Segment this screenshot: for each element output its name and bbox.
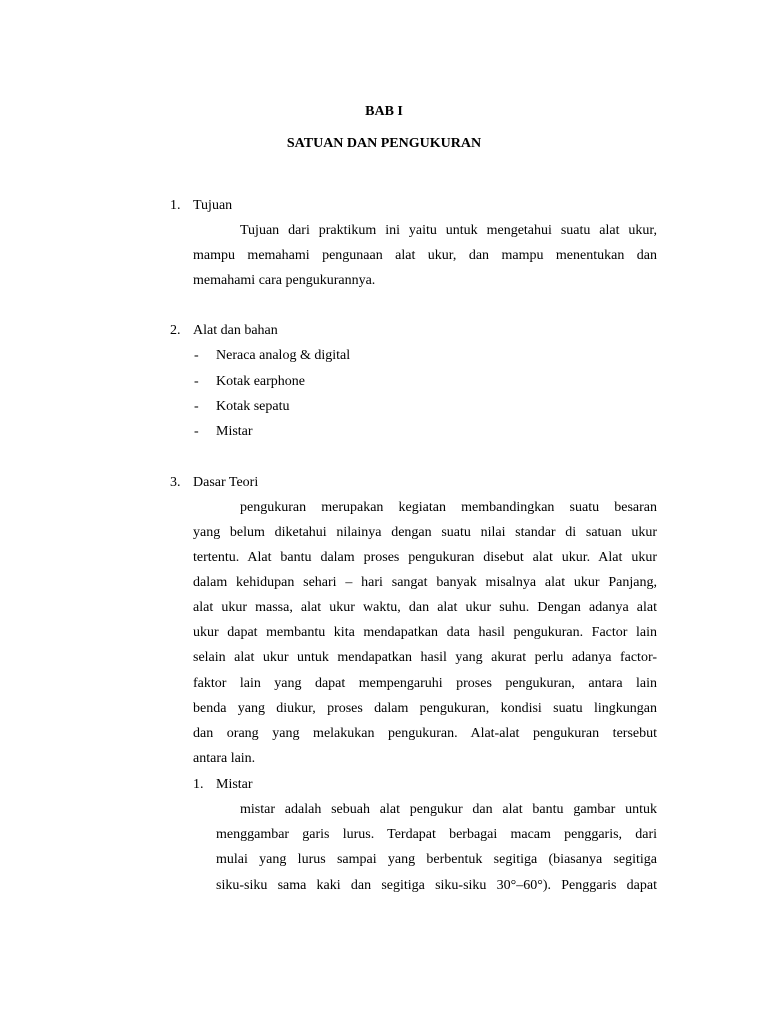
subsection-1-paragraph-line: siku-siku sama kaki dan segitiga siku-siku 30°–60°). Penggaris dapat bbox=[216, 878, 657, 893]
list-bullet: - bbox=[194, 424, 199, 439]
section-3-paragraph-line: tertentu. Alat bantu dalam proses pengukuran disebut alat ukur. Alat ukur bbox=[193, 550, 657, 565]
list-item: Mistar bbox=[216, 424, 253, 439]
subsection-1-paragraph-line: mulai yang lurus sampai yang berbentuk segitiga (biasanya segitiga bbox=[216, 852, 657, 867]
section-3-paragraph-line: antara lain. bbox=[193, 751, 256, 766]
section-3-paragraph-line: yang belum diketahui nilainya dengan suatu nilai standar di satuan ukur bbox=[193, 525, 657, 540]
list-bullet: - bbox=[194, 399, 199, 414]
subsection-1-paragraph-line: menggambar garis lurus. Terdapat berbagai macam penggaris, dari bbox=[216, 827, 657, 842]
section-3-paragraph-line: ukur dapat membantu kita mendapatkan data hasil pengukuran. Factor lain bbox=[193, 625, 657, 640]
section-1-paragraph-line: memahami cara pengukurannya. bbox=[193, 273, 376, 288]
section-1-paragraph-line: Tujuan dari praktikum ini yaitu untuk mengetahui suatu alat ukur, bbox=[240, 223, 657, 238]
section-3-paragraph-line: dan orang yang melakukan pengukuran. Alat-alat pengukuran tersebut bbox=[193, 726, 657, 741]
section-3-paragraph-line: selain alat ukur untuk mendapatkan hasil yang akurat perlu adanya factor- bbox=[193, 650, 657, 665]
subsection-1-heading: Mistar bbox=[216, 777, 253, 792]
section-1-number: 1. bbox=[170, 198, 181, 213]
section-2-heading: Alat dan bahan bbox=[193, 323, 278, 338]
chapter-title: SATUAN DAN PENGUKURAN bbox=[286, 136, 482, 151]
section-3-paragraph-line: pengukuran merupakan kegiatan membandingkan suatu besaran bbox=[240, 500, 657, 515]
chapter-label: BAB I bbox=[365, 104, 403, 119]
section-3-heading: Dasar Teori bbox=[193, 475, 259, 490]
subsection-1-number: 1. bbox=[193, 777, 204, 792]
list-item: Neraca analog & digital bbox=[216, 348, 351, 363]
section-3-number: 3. bbox=[170, 475, 181, 490]
section-1-heading: Tujuan bbox=[193, 198, 233, 213]
section-3-paragraph-line: benda yang diukur, proses dalam pengukuran, kondisi suatu lingkungan bbox=[193, 701, 657, 716]
list-item: Kotak sepatu bbox=[216, 399, 290, 414]
section-3-paragraph-line: alat ukur massa, alat ukur waktu, dan alat ukur suhu. Dengan adanya alat bbox=[193, 600, 657, 615]
section-3-paragraph-line: dalam kehidupan sehari – hari sangat banyak misalnya alat ukur Panjang, bbox=[193, 575, 657, 590]
subsection-1-paragraph-line: mistar adalah sebuah alat pengukur dan alat bantu gambar untuk bbox=[240, 802, 657, 817]
list-item: Kotak earphone bbox=[216, 374, 306, 389]
list-bullet: - bbox=[194, 374, 199, 389]
list-bullet: - bbox=[194, 348, 199, 363]
section-1-paragraph-line: mampu memahami pengunaan alat ukur, dan mampu menentukan dan bbox=[193, 248, 657, 263]
section-2-number: 2. bbox=[170, 323, 181, 338]
section-3-paragraph-line: faktor lain yang dapat mempengaruhi proses pengukuran, antara lain bbox=[193, 676, 657, 691]
